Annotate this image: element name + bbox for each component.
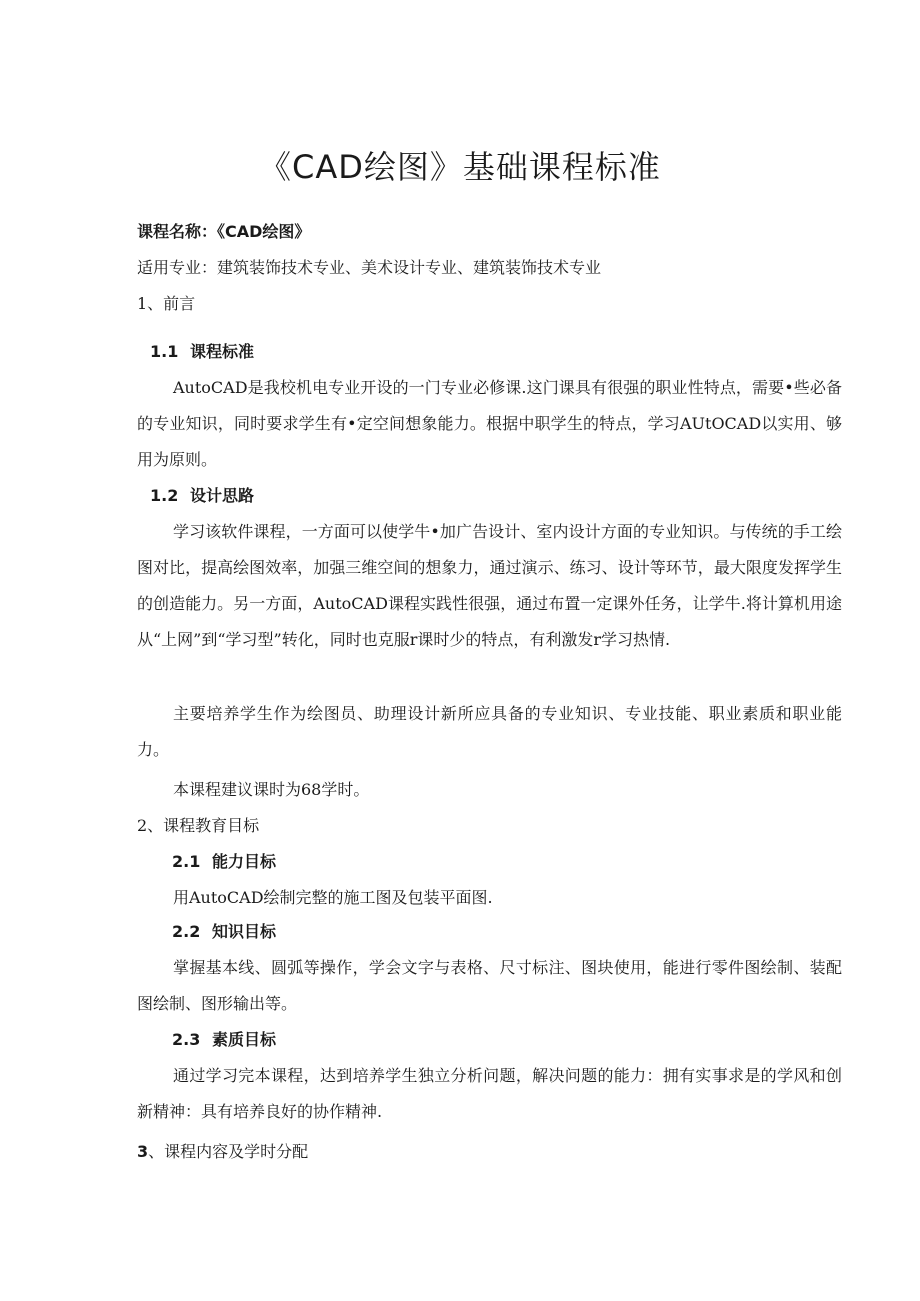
section-1-1-heading — [150, 334, 855, 370]
paragraph-training-goal: 主要培养学生作为绘图员、助理设计新所应具备的专业知识、专业技能、职业素质和职业能力。 — [137, 704, 842, 759]
section-2-2-number: 2.2 — [172, 922, 201, 941]
course-name: 课程名称：《CAD绘图》 — [137, 222, 311, 241]
section-2-heading: 2、课程教育目标 — [137, 816, 260, 835]
paragraph-hours: 本课程建议课时为68学时。 — [173, 780, 370, 799]
section-1-1-title: 课程标准 — [190, 342, 255, 361]
section-1-2-number: 1.2 — [150, 486, 179, 505]
section-2-3-title: 素质目标 — [212, 1030, 277, 1049]
paragraph-knowledge-goal: 掌握基本线、圆弧等操作，学会文字与表格、尺寸标注、图块使用，能进行零件图绘制、装配图绘制、图形输出等。 — [137, 958, 842, 1013]
section-3-title: 、课程内容及学时分配 — [148, 1142, 309, 1161]
section-3-number: 3 — [137, 1142, 149, 1161]
section-2-3-number: 2.3 — [172, 1030, 201, 1049]
paragraph-course-standard: AutoCAD是我校机电专业开设的一门专业必修课.这门课具有很强的职业性特点，需要•些必备的专业知识，同时要求学生有•定空间想象能力。根据中职学生的特点，学习AUtOCAD以实用、够用为原则。 — [137, 378, 842, 469]
section-2-1-heading — [172, 844, 877, 880]
section-1-2-title: 设计思路 — [190, 486, 255, 505]
paragraph-quality-goal: 通过学习完本课程，达到培养学生独立分析问题，解决问题的能力：拥有实事求是的学风和创新精神：具有培养良好的协作精神. — [137, 1066, 842, 1121]
section-2-1-number: 2.1 — [172, 852, 201, 871]
section-2-1-title: 能力目标 — [212, 852, 277, 871]
section-2-3-heading — [172, 1022, 877, 1058]
section-1-1-number: 1.1 — [150, 342, 179, 361]
section-2-2-title: 知识目标 — [212, 922, 277, 941]
paragraph-design-idea: 学习该软件课程，一方面可以使学牛•加广告设计、室内设计方面的专业知识。与传统的手工绘图对比，提高绘图效率，加强三维空间的想象力，通过演示、练习、设计等环节，最大限度发挥学生的创造能力。另一方面，AutoCAD课程实践性很强，通过布置一定课外任务，让学牛.将计算机用途从“上网”到“学习型”转化，同时也克服r课时少的特点，有利激发r学习热情. — [137, 522, 842, 649]
document-title: 《CAD绘图》基础课程标准 — [259, 148, 661, 186]
section-1-heading: 1、前言 — [137, 294, 196, 313]
section-3-heading — [137, 1134, 842, 1170]
paragraph-ability-goal: 用AutoCAD绘制完整的施工图及包装平面图. — [173, 888, 493, 907]
section-1-2-heading — [150, 478, 855, 514]
section-2-2-heading — [172, 914, 877, 950]
applicable-major: 适用专业：建筑装饰技术专业、美术设计专业、建筑装饰技术专业 — [137, 258, 602, 277]
